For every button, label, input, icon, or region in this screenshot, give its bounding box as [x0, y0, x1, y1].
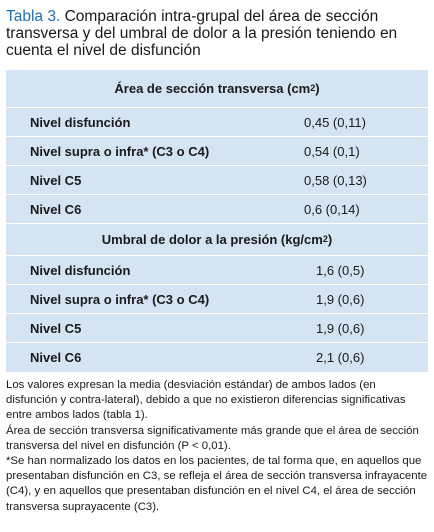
row-label: Nivel C6	[30, 350, 82, 365]
table-caption	[6, 8, 430, 59]
footnote: *Se han normalizado los datos en los pacientes, de tal forma que, en aquellos que presentaban disfunción en C3, se refleja el área de sección transversa infrayacente (C4), y en aquellos que presentaban disfunción en el nivel C4, el área de sección transversa suprayacente (C3).	[6, 455, 428, 513]
row-label: Nivel supra o infra* (C3 o C4)	[30, 143, 210, 159]
table-row	[6, 108, 428, 137]
table-row	[6, 256, 428, 285]
row-value: 0,45 (0,11)	[304, 114, 366, 130]
row-value: 1,6 (0,5)	[316, 262, 365, 278]
footnote: Los valores expresan la media (desviación estándar) de ambos lados (en disfunción y contra-lateral), debido a que no existieron diferencias significativas entre ambos lados (tabla 1).	[6, 379, 406, 422]
table-label: Tabla 3.	[6, 8, 61, 25]
section-title-superscript: 2	[322, 234, 328, 244]
row-value: 2,1 (0,6)	[316, 350, 365, 365]
data-table	[6, 70, 428, 372]
section-header-pain	[6, 224, 428, 256]
row-value: 0,6 (0,14)	[304, 201, 360, 217]
row-value: 1,9 (0,6)	[316, 320, 365, 336]
section-title-superscript: 2	[310, 83, 316, 93]
table-row	[6, 166, 428, 195]
table-row	[6, 137, 428, 166]
section-title-end: )	[327, 232, 333, 247]
row-label: Nivel disfunción	[30, 262, 131, 278]
section-title-end: )	[315, 81, 320, 96]
table-row	[6, 343, 428, 372]
table-footnotes	[6, 378, 430, 515]
section-header-area	[6, 70, 428, 108]
table-row	[6, 285, 428, 314]
row-label: Nivel supra o infra* (C3 o C4)	[30, 291, 210, 307]
row-label: Nivel C6	[30, 201, 82, 217]
table-row	[6, 314, 428, 343]
footnote: Área de sección transversa significativamente más grande que el área de sección transversa del nivel en disfunción (P < 0,01).	[6, 424, 419, 452]
table-row	[6, 195, 428, 224]
row-label: Nivel C5	[30, 172, 82, 188]
row-value: 0,54 (0,1)	[304, 143, 360, 159]
row-value: 1,9 (0,6)	[316, 291, 365, 307]
row-label: Nivel disfunción	[30, 114, 131, 130]
table-caption-text: Comparación intra-grupal del área de sección transversa y del umbral de dolor a la presión teniendo en cuenta el nivel de disfunción	[6, 8, 398, 59]
row-label: Nivel C5	[30, 320, 82, 336]
section-title: Umbral de dolor a la presión (kg/cm	[101, 232, 323, 247]
section-title: Área de sección transversa (cm	[114, 81, 311, 96]
row-value: 0,58 (0,13)	[304, 172, 367, 188]
